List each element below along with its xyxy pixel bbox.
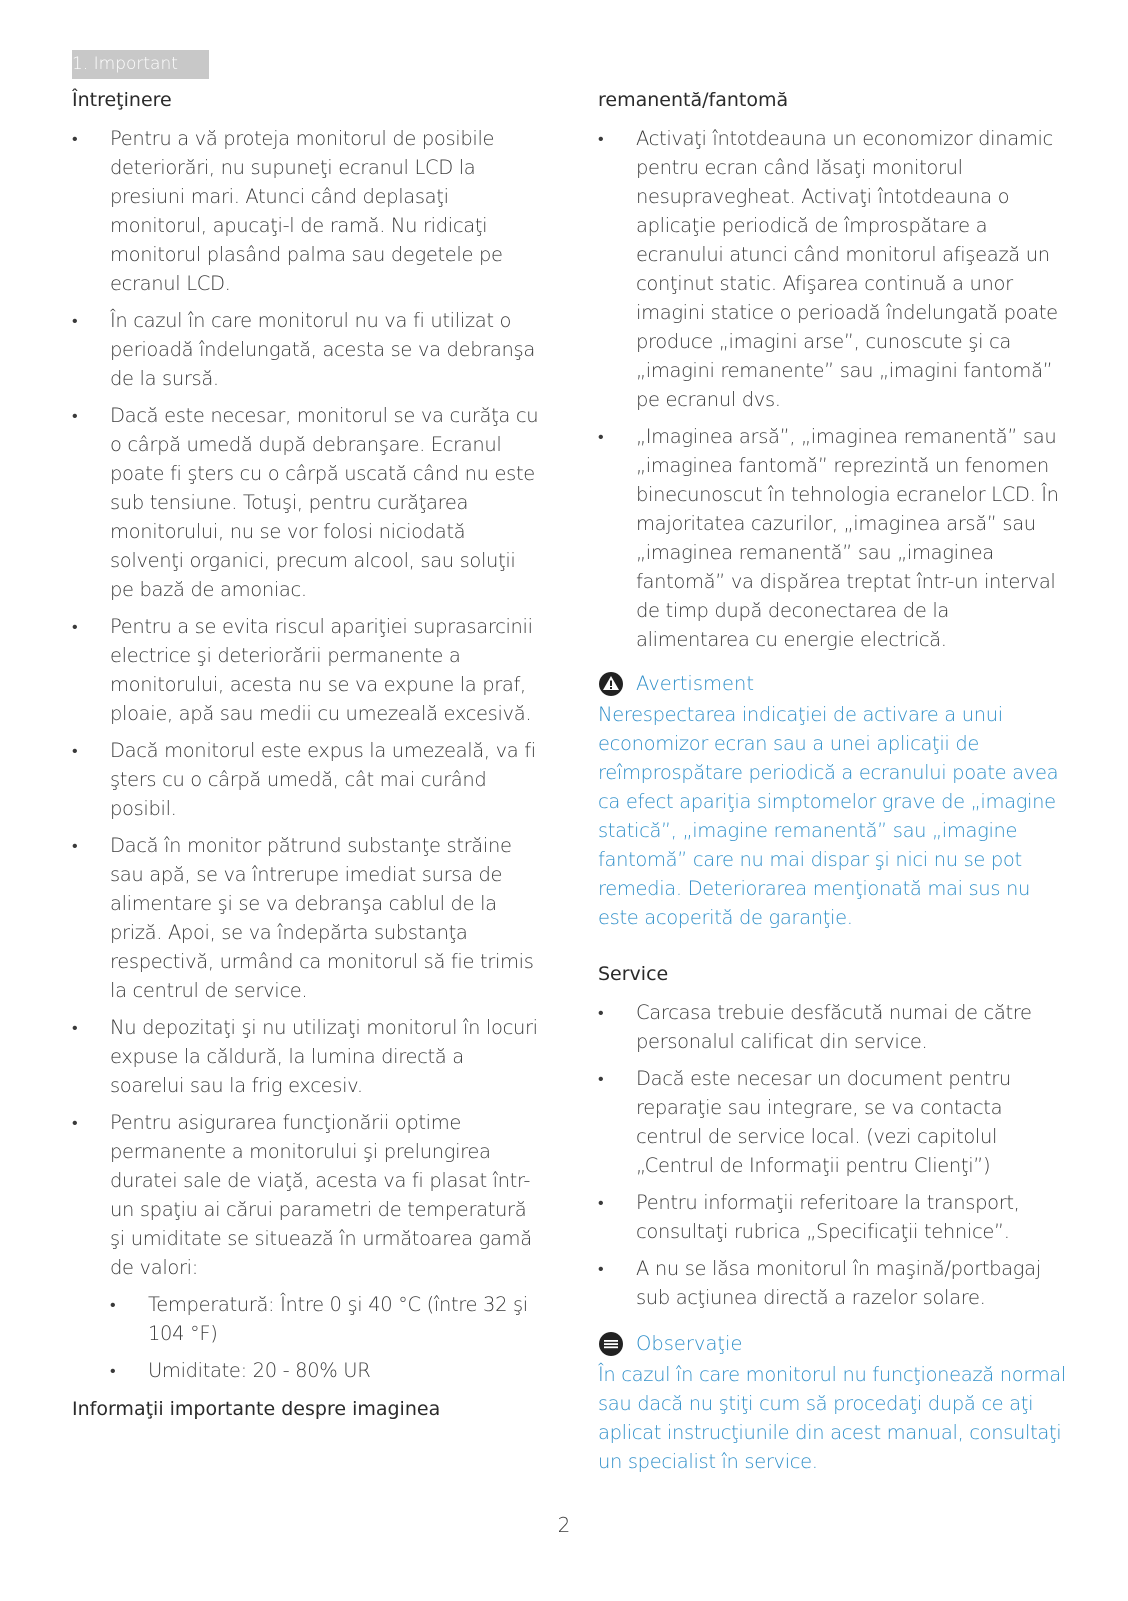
- note-icon: [598, 1331, 624, 1357]
- note-box: [598, 1330, 1068, 1476]
- list-item: • Dacă este necesar, monitorul se va curăţa cu o cârpă umedă după debranşare. Ecranul poate fi şters cu o cârpă uscată când nu este sub tensiune. Totuşi, pentru curăţarea monitorului, nu se vor folosi niciodată solvenţi organici, precum alcool, sau soluţii pe bază de amoniac.: [72, 401, 542, 604]
- note-header: [598, 1330, 1068, 1358]
- list-item: • Dacă este necesar un document pentru reparaţie sau integrare, se va contacta centrul de service local. (vezi capitolul „Centrul de Informaţii pentru Clienţi”): [598, 1064, 1068, 1180]
- image-info-heading: Informaţii importante despre imaginea: [72, 1398, 441, 1420]
- warning-header: [598, 670, 1068, 698]
- note-body: În cazul în care monitorul nu funcţionează normal sau dacă nu ştiţi cum să procedaţi după ce aţi aplicat instrucţiunile din acest manual, consultaţi un specialist în service.: [598, 1363, 1066, 1473]
- right-column: [598, 86, 1068, 1476]
- list-item: • „Imaginea arsă”, „imaginea remanentă” sau „imaginea fantomă” reprezintă un fenomen binecunoscut în tehnologia ecranelor LCD. În majoritatea cazurilor, „imaginea arsă” sau „imaginea remanentă” sau „imaginea fantomă” va dispărea treptat într-un interval de timp după deconectarea de la alimentarea cu energie electrică.: [598, 422, 1068, 654]
- list-item-text: Pentru asigurarea funcţionării optime permanente a monitorului şi prelungirea duratei sale de viaţă, acesta va fi plasat într-un spaţiu ai cărui parametri de temperatură şi umiditate se situează în următoarea gamă de valori:: [110, 1111, 532, 1279]
- service-list: [598, 998, 1068, 1312]
- list-item: • În cazul în care monitorul nu va fi utilizat o perioadă îndelungată, acesta se va debranşa de la sursă.: [72, 306, 542, 393]
- warning-title: Avertisment: [636, 672, 754, 695]
- warning-box: [598, 670, 1068, 932]
- list-item: • Activaţi întotdeauna un economizor dinamic pentru ecran când lăsaţi monitorul nesupravegheat. Activaţi întotdeauna o aplicaţie periodică de împrospătare a ecranului atunci când monitorul afişează un conţinut static. Afişarea continuă a unor imagini statice o perioadă îndelungată poate produce „imagini arse”, cunoscute şi ca „imagini remanente” sau „imagini fantomă” pe ecranul dvs.: [598, 124, 1068, 414]
- section-tab: 1. Important: [72, 50, 209, 79]
- list-item-with-sublist: [72, 1108, 542, 1385]
- warning-triangle-icon: [598, 671, 624, 697]
- list-item: • Pentru informaţii referitoare la transport, consultaţi rubrica „Specificaţii tehnice”.: [598, 1188, 1068, 1246]
- service-heading: Service: [598, 963, 669, 985]
- maintenance-list: [72, 124, 542, 1385]
- maintenance-heading: Întreţinere: [72, 89, 172, 111]
- warning-body: Nerespectarea indicaţiei de activare a unui economizor ecran sau a unei aplicaţii de reîmprospătare periodică a ecranului poate avea ca efect apariţia simptomelor grave de „imagine statică”, „imagine remanentă” sau „imagine fantomă” care nu mai dispar şi nici nu se pot remedia. Deteriorarea menţionată mai sus nu este acoperită de garanţie.: [598, 703, 1059, 929]
- image-info-list: [598, 124, 1068, 654]
- sub-list-item: • Temperatură: Între 0 şi 40 °C (între 32 şi 104 °F): [110, 1290, 542, 1348]
- list-item: • Pentru a vă proteja monitorul de posibile deteriorări, nu supuneţi ecranul LCD la presiuni mari. Atunci când deplasaţi monitorul, apucaţi-l de ramă. Nu ridicaţi monitorul plasând palma sau degetele pe ecranul LCD.: [72, 124, 542, 298]
- left-column: [72, 86, 542, 1433]
- list-item: • Pentru a se evita riscul apariţiei suprasarcinii electrice şi deteriorării permanente a monitorului, acesta nu se va expune la praf, ploaie, apă sau medii cu umezeală excesivă.: [72, 612, 542, 728]
- list-item: • Dacă în monitor pătrund substanţe străine sau apă, se va întrerupe imediat sursa de alimentare şi se va debranşa cablul de la priză. Apoi, se va îndepărta substanţa respectivă, urmând ca monitorul să fie trimis la centrul de service.: [72, 831, 542, 1005]
- sub-list-item: • Umiditate: 20 - 80% UR: [110, 1356, 542, 1385]
- image-info-heading-continued: remanentă/fantomă: [598, 89, 789, 111]
- list-item: • A nu se lăsa monitorul în maşină/portbagaj sub acţiunea directă a razelor solare.: [598, 1254, 1068, 1312]
- list-item: • Dacă monitorul este expus la umezeală, va fi şters cu o cârpă umedă, cât mai curând posibil.: [72, 736, 542, 823]
- list-item: • Nu depozitaţi şi nu utilizaţi monitorul în locuri expuse la căldură, la lumina directă a soarelui sau la frig excesiv.: [72, 1013, 542, 1100]
- environment-sublist: [110, 1290, 542, 1385]
- note-title: Observaţie: [636, 1332, 743, 1355]
- page-number: 2: [557, 1513, 571, 1537]
- list-item: • Carcasa trebuie desfăcută numai de către personalul calificat din service.: [598, 998, 1068, 1056]
